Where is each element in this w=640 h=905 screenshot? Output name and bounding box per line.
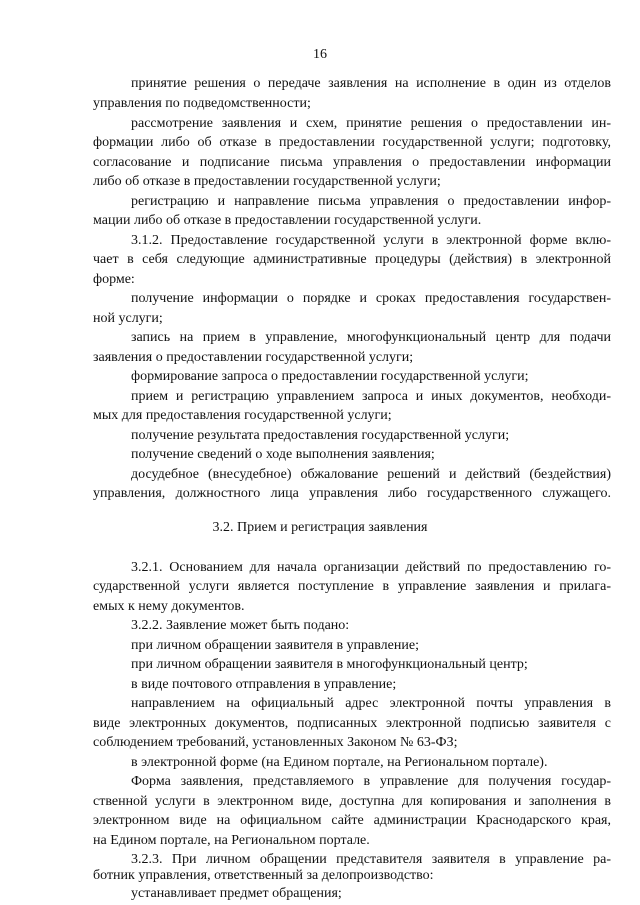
text-line: регистрацию и направление письма управления о предоставлении инфор- [131, 194, 611, 209]
text-line: управления по подведомственности; [93, 96, 311, 111]
text-line: чает в себя следующие административные процедуры (действия) в электронной [93, 252, 611, 267]
text-line: ной услуги; [93, 311, 163, 326]
text-line: мации либо об отказе в предоставлении государственной услуги. [93, 213, 482, 228]
text-line: прием и регистрацию управлением запроса и иных документов, необходи- [131, 389, 611, 404]
text-line: 3.2.3. При личном обращении представителя заявителя в управление ра- [131, 852, 611, 867]
text-line: сударственной услуги является поступление в управление заявления и прилага- [93, 579, 611, 594]
text-line: принятие решения о передаче заявления на исполнение в один из отделов [131, 76, 611, 91]
text-line: ственной услуги в электронном виде, доступна для копирования и заполнения в [93, 794, 611, 809]
text-line: при личном обращении заявителя в управление; [131, 638, 419, 653]
text-line: на Едином портале, на Региональном портале. [93, 833, 370, 848]
text-line: получение информации о порядке и сроках предоставления государствен- [131, 291, 611, 306]
text-line: электронном виде на официальном сайте администрации Краснодарского края, [93, 813, 611, 828]
text-line: в виде почтового отправления в управление; [131, 677, 397, 692]
text-line: рассмотрение заявления и схем, принятие решения о предоставлении ин- [131, 116, 611, 131]
text-line: соблюдением требований, установленных Законом № 63-ФЗ; [93, 735, 458, 750]
section-heading: 3.2. Прием и регистрация заявления [212, 520, 428, 535]
text-line: мых для предоставления государственной услуги; [93, 408, 392, 423]
text-line: 3.2.1. Основанием для начала организации действий по предоставлению го- [131, 560, 611, 575]
text-line: получение результата предоставления государственной услуги; [131, 428, 510, 443]
text-line: либо об отказе в предоставлении государственной услуги; [93, 174, 441, 189]
text-line: формации либо об отказе в предоставлении государственной услуги; подготовку, [93, 135, 611, 150]
page-number: 16 [313, 47, 327, 62]
text-line: управления, должностного лица управления либо государственного служащего. [93, 486, 611, 501]
text-line: досудебное (внесудебное) обжалование решений и действий (бездействия) [131, 467, 611, 482]
text-line: направлением на официальный адрес электронной почты управления в [131, 696, 611, 711]
text-line: в электронной форме (на Едином портале, на Региональном портале). [131, 755, 548, 770]
text-line: ботник управления, ответственный за делопроизводство: [93, 868, 434, 883]
text-line: Форма заявления, представляемого в управление для получения государ- [131, 774, 611, 789]
text-line: емых к нему документов. [93, 599, 245, 614]
text-line: устанавливает предмет обращения; [131, 886, 342, 901]
text-line: форме: [93, 272, 135, 287]
text-line: получение сведений о ходе выполнения заявления; [131, 447, 435, 462]
text-line: согласование и подписание письма управления о предоставлении информации [93, 155, 611, 170]
text-line: формирование запроса о предоставлении государственной услуги; [131, 369, 529, 384]
text-line: виде электронных документов, подписанных электронной подписью заявителя с [93, 716, 611, 731]
text-line: при личном обращении заявителя в многофункциональный центр; [131, 657, 528, 672]
text-line: 3.1.2. Предоставление государственной услуги в электронной форме вклю- [131, 233, 611, 248]
text-line: 3.2.2. Заявление может быть подано: [131, 618, 350, 633]
text-line: запись на прием в управление, многофункциональный центр для подачи [131, 330, 611, 345]
text-line: заявления о предоставлении государственной услуги; [93, 350, 414, 365]
